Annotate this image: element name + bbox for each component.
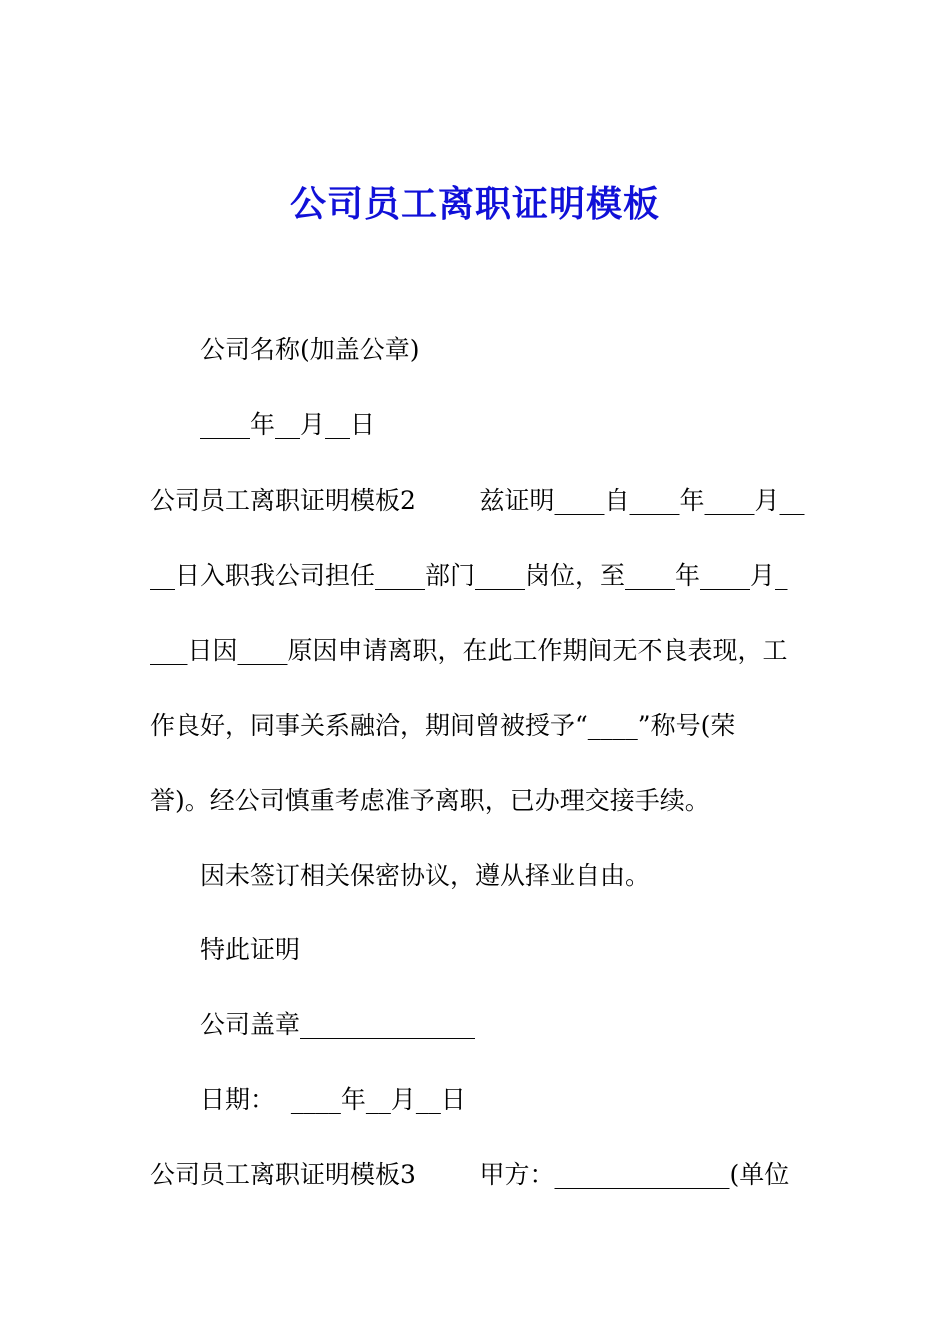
confidentiality-line: 因未签订相关保密协议，遵从择业自由。: [200, 861, 651, 890]
template2-line-4: 作良好，同事关系融洽，期间曾被授予“____”称号(荣: [150, 711, 736, 740]
template3-line-1: 公司员工离职证明模板3 甲方：______________(单位: [150, 1160, 790, 1189]
signing-date-line: 日期： ____年__月__日: [200, 1085, 466, 1114]
template2-line-1: 公司员工离职证明模板2 兹证明____自____年____月__: [150, 486, 805, 515]
hereby-certify-line: 特此证明: [200, 935, 301, 964]
page-title: 公司员工离职证明模板: [289, 183, 660, 225]
template2-line-5: 誉)。经公司慎重考虑准予离职，已办理交接手续。: [150, 786, 710, 815]
date-line: ____年__月__日: [200, 410, 376, 439]
template2-line-2: __日入职我公司担任____部门____岗位，至____年____月_: [150, 561, 788, 590]
company-name-line: 公司名称(加盖公章): [200, 335, 420, 364]
company-seal-line: 公司盖章______________: [200, 1010, 476, 1039]
template2-line-3: ___日因____原因申请离职，在此工作期间无不良表现，工: [150, 636, 788, 665]
